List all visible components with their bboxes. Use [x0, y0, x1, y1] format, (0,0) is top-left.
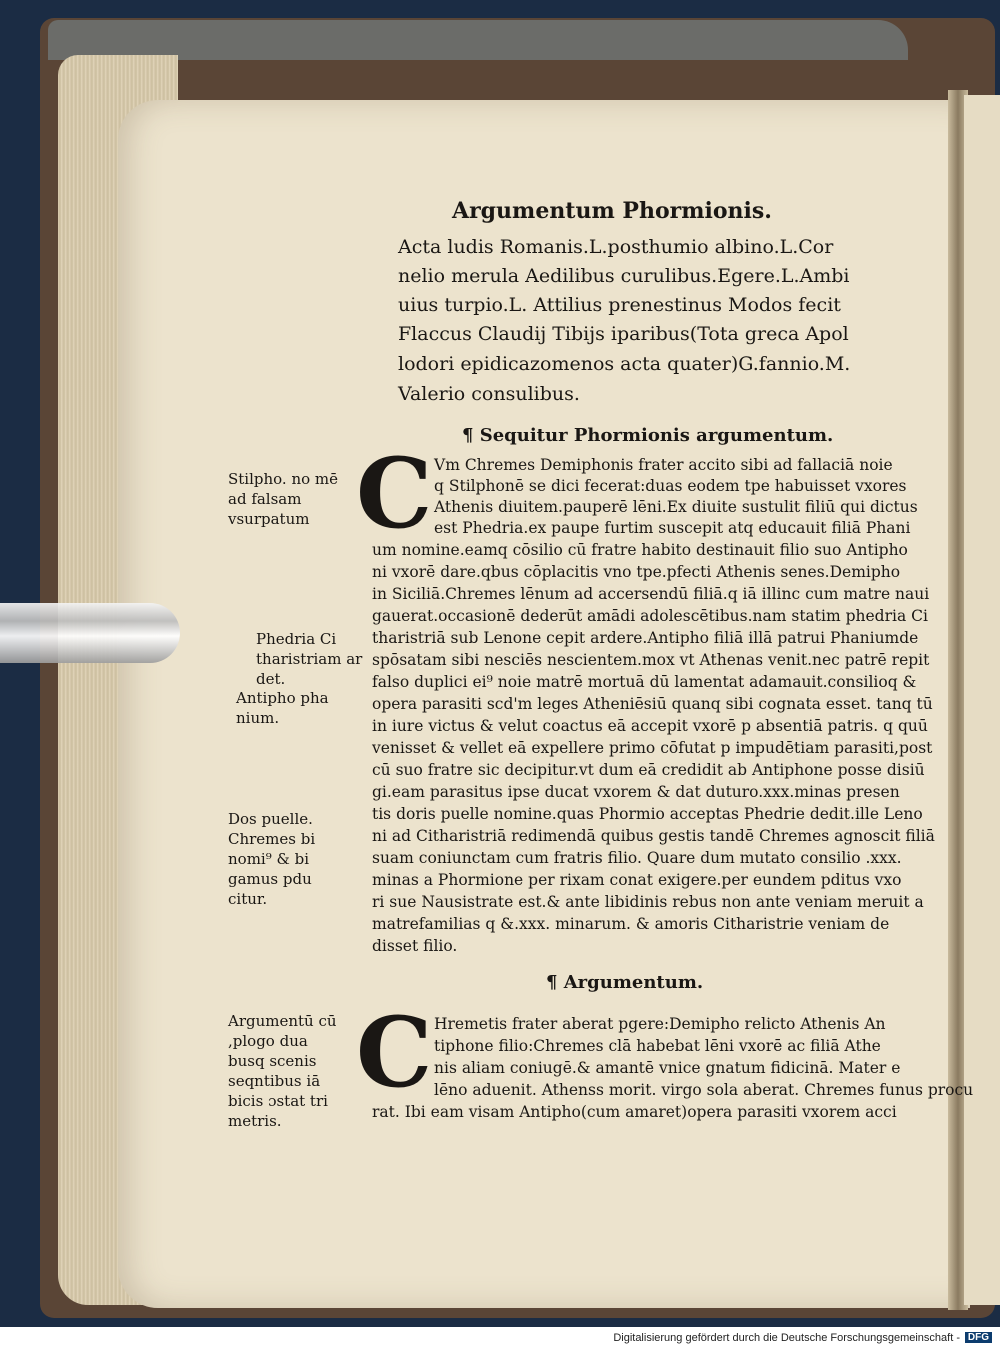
body-line: q Stilphonē se dici fecerat:duas eodem tpe habuisset vxores: [434, 477, 907, 495]
body-line: gauerat.occasionē dederūt amādi adolescētibus.nam statim phedria Ci: [372, 607, 928, 625]
body-line: falso duplici ei⁹ noie matrē mortuā dū lamentat adamauit.consilioq &: [372, 673, 917, 691]
drop-initial: C: [356, 437, 433, 550]
margin-note: Dos puelle. Chremes bi nomi⁹ & bi gamus pdu citur.: [228, 810, 316, 908]
intro-line: Acta ludis Romanis.L.posthumio albino.L.Cor: [398, 236, 834, 258]
body-line: Athenis diuitem.pauperē lēni.Ex diuite sustulit filiū qui dictus: [434, 498, 918, 516]
body-line: spōsatam sibi nesciēs nescientem.mox vt Athenas venit.nec patrē repit: [372, 651, 930, 669]
body-line: est Phedria.ex paupe furtim suscepit atq educauit filiā Phani: [434, 519, 911, 537]
dfg-logo: DFG: [965, 1332, 992, 1343]
margin-note: Stilpho. no mē ad falsam vsurpatum: [228, 470, 339, 528]
body-line: tiphone filio:Chremes clā habebat lēni vxorē ac filiā Athe: [434, 1037, 881, 1055]
facing-page: [964, 95, 1000, 1305]
book-top-edge: [48, 20, 908, 60]
body-line: rat. Ibi eam visam Antipho(cum amaret)opera parasiti vxorem acci: [372, 1103, 897, 1121]
body-line: cū suo fratre sic decipitur.vt dum eā credidit ab Antiphone posse disiū: [372, 761, 925, 779]
body-line: um nomine.eamq cōsilio cū fratre habito destinauit filio suo Antipho: [372, 541, 908, 559]
intro-line: Flaccus Claudij Tibijs iparibus(Tota greca Apol: [398, 323, 849, 345]
body-line: Vm Chremes Demiphonis frater accito sibi ad fallaciā noie: [434, 456, 893, 474]
section-heading: ¶ Argumentum.: [546, 972, 704, 993]
margin-note: Argumentū cū ,plogo dua busq scenis seqntibus iā bicis ɔstat tri metris.: [228, 1012, 337, 1130]
body-line: ni ad Citharistriā redimendā quibus gestis tandē Chremes agnoscit filiā: [372, 827, 935, 845]
body-line: matrefamilias q &.xxx. minarum. & amoris Citharistrie veniam de: [372, 915, 890, 933]
body-line: suam coniunctam cum fratris filio. Quare dum mutato consilio .xxx.: [372, 849, 902, 867]
intro-line: uius turpio.L. Attilius prenestinus Modos fecit: [398, 294, 841, 316]
funding-credit: Digitalisierung gefördert durch die Deutsche Forschungsgemeinschaft -: [613, 1332, 960, 1344]
body-line: venisset & vellet eā expellere primo cōfutat p impudētiam parasiti,post: [372, 739, 933, 757]
intro-line: lodori epidicazomenos acta quater)G.fannio.M.: [398, 353, 851, 375]
body-line: ni vxorē dare.qbus cōplacitis vno tpe.pfecti Athenis senes.Demipho: [372, 563, 901, 581]
body-line: tharistriā sub Lenone cepit ardere.Antipho filiā illā patrui Phaniumde: [372, 629, 919, 647]
glass-page-weight: [0, 603, 180, 663]
page-title: Argumentum Phormionis.: [452, 198, 772, 224]
margin-note: Phedria Ci tharistriam ar det.: [256, 630, 363, 688]
body-line: gi.eam parasitus ipse ducat vxorem & dat duturo.xxx.minas presen: [372, 783, 900, 801]
body-line: tis doris puelle nomine.quas Phormio acceptas Phedrie dedit.ille Leno: [372, 805, 923, 823]
body-line: opera parasiti scd'm leges Atheniēsiū quanq sibi cognata esset. tanq tū: [372, 695, 933, 713]
body-line: nis aliam coniugē.& amantē vnice gnatum fidicinā. Mater e: [434, 1059, 901, 1077]
body-line: in Siciliā.Chremes lēnum ad accersendū filiā.q iā illinc cum matre naui: [372, 585, 930, 603]
body-line: Hremetis frater aberat pgere:Demipho relicto Athenis An: [434, 1015, 886, 1033]
footer-bar: [0, 1327, 1000, 1351]
drop-initial: C: [356, 996, 433, 1109]
margin-note: Antipho pha nium.: [236, 689, 329, 727]
intro-line: Valerio consulibus.: [398, 383, 580, 405]
body-line: in iure victus & velut coactus eā accepit vxorē p absentiā patris. q quū: [372, 717, 928, 735]
body-line: disset filio.: [372, 937, 458, 955]
intro-line: nelio merula Aedilibus curulibus.Egere.L.Ambi: [398, 265, 850, 287]
body-line: lēno aduenit. Athenss morit. virgo sola aberat. Chremes funus procu: [434, 1081, 974, 1099]
section-heading: ¶ Sequitur Phormionis argumentum.: [462, 425, 834, 446]
body-line: minas a Phormione per rixam conat exigere.per eundem pditus vxo: [372, 871, 902, 889]
body-line: ri sue Nausistrate est.& ante libidinis rebus non ante veniam meruit a: [372, 893, 924, 911]
